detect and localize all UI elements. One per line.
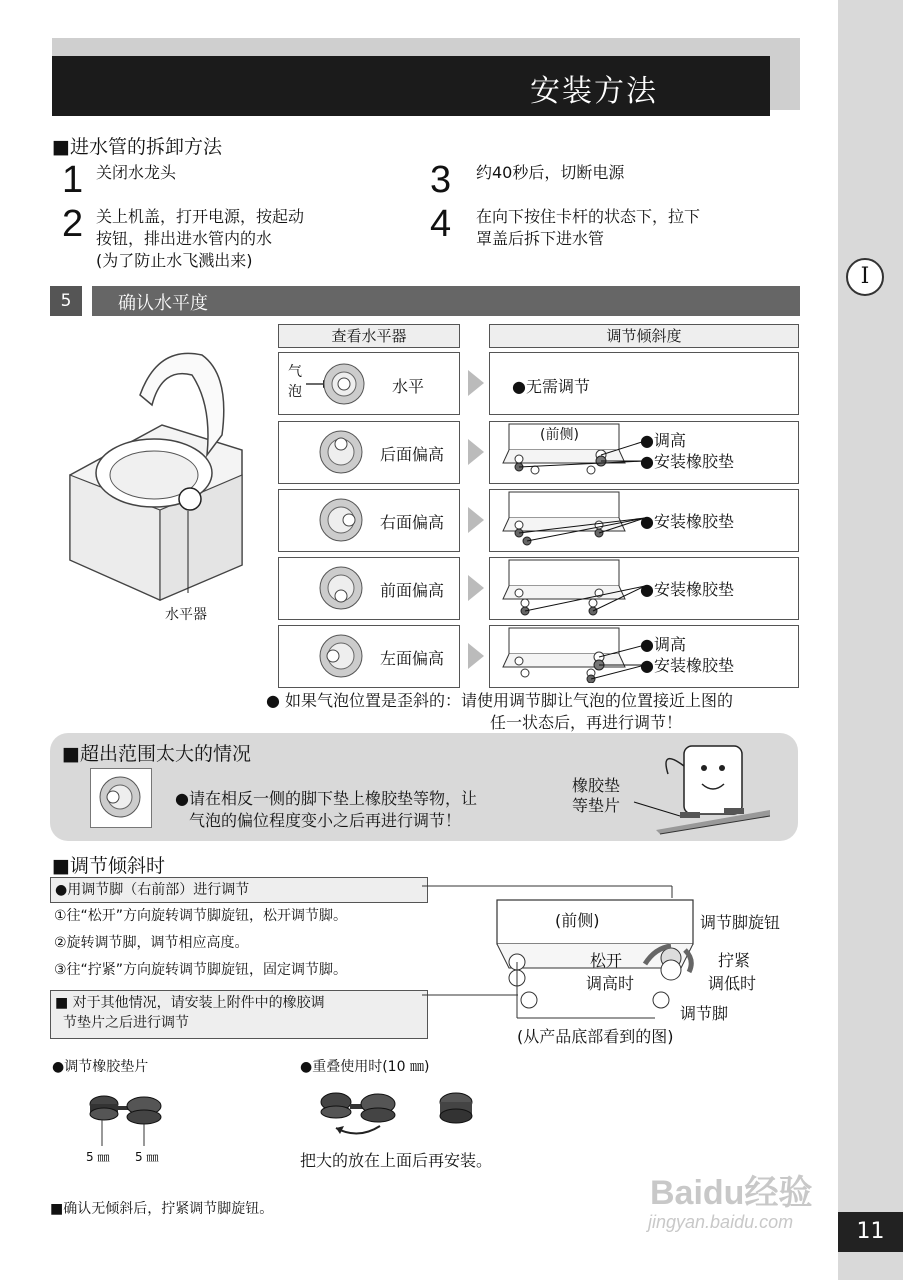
arrow-icon: [468, 575, 484, 601]
adjust-notes: ●安装橡胶垫: [640, 512, 734, 531]
machine-bottom-diagram: [495, 559, 645, 617]
section-number: 5: [50, 286, 82, 316]
rubber-pad-icon: [88, 1090, 168, 1150]
state-label: 右面偏高: [380, 513, 445, 532]
rubber-pad-title: ●调节橡胶垫片: [52, 1059, 149, 1075]
tilt-other-note: ■ 对于其他情况，请安装上附件中的橡胶调 节垫片之后进行调节: [50, 990, 428, 1039]
level-gauge-icon: [318, 497, 364, 543]
state-label: 后面偏高: [380, 445, 445, 464]
final-note: ■确认无倾斜后，拧紧调节脚旋钮。: [50, 1201, 274, 1217]
adjust-notes: ●调高 ●安装橡胶垫: [640, 431, 734, 471]
step-text: 关闭水龙头: [96, 163, 177, 182]
tilt-subheading: ●用调节脚（右前部）进行调节: [50, 877, 428, 903]
step-text: 在向下按住卡杆的状态下，拉下 罩盖后拆下进水管: [476, 207, 701, 248]
state-label: 左面偏高: [380, 649, 445, 668]
section-title: 确认水平度: [118, 293, 208, 314]
arrow-icon: [468, 370, 484, 396]
right-sidebar: [838, 0, 903, 1280]
column-header-adjust: 调节倾斜度: [489, 324, 799, 348]
stacked-pad-title: ●重叠使用时(10 ㎜): [300, 1059, 430, 1075]
page-title: 安装方法: [530, 74, 658, 109]
step-number: 1: [62, 159, 84, 201]
state-label: 水平: [392, 377, 425, 396]
mascot-illustration: [620, 738, 770, 838]
front-side-label: (前侧): [555, 911, 600, 930]
state-label: 前面偏高: [380, 581, 445, 600]
tighten-label: 拧紧: [718, 951, 751, 970]
stacked-pad-caption: 把大的放在上面后再安装。: [300, 1151, 493, 1170]
page-number: 11: [838, 1212, 903, 1252]
front-side-label: (前侧): [540, 427, 579, 443]
level-gauge-icon: [318, 429, 364, 475]
washing-machine-illustration: [62, 345, 262, 605]
tilt-heading: ■调节倾斜时: [52, 855, 165, 877]
watermark-url: jingyan.baidu.com: [648, 1212, 794, 1232]
diagram-caption: (从产品底部看到的图): [517, 1027, 674, 1046]
pad-size-label: 5 ㎜: [135, 1150, 159, 1164]
level-gauge-label: 水平器: [165, 607, 207, 623]
adjust-foot-label: 调节脚: [680, 1004, 729, 1023]
level-gauge-icon: [318, 633, 364, 679]
pad-size-label: 5 ㎜: [86, 1150, 110, 1164]
no-adjust-note: ●无需调节: [512, 377, 590, 396]
bubble-footnote: ● 如果气泡位置是歪斜的：请使用调节脚让气泡的位置接近上图的: [266, 691, 734, 710]
rubber-pad-label: 橡胶垫 等垫片: [572, 776, 621, 815]
step-number: 3: [430, 159, 452, 201]
over-range-heading: ■超出范围太大的情况: [62, 743, 251, 765]
foot-knob-label: 调节脚旋钮: [700, 913, 781, 932]
section-bar-gap: [82, 286, 92, 316]
arrow-icon: [468, 507, 484, 533]
loosen-label: 松开: [590, 951, 623, 970]
stacked-pad-icon: [318, 1088, 478, 1138]
step-text: 关上机盖，打开电源，按起动 按钮，排出进水管内的水 (为了防止水飞溅出来): [96, 207, 305, 270]
arrow-icon: [468, 439, 484, 465]
column-header-check: 查看水平器: [278, 324, 460, 348]
step-text: 约40秒后，切断电源: [476, 163, 625, 182]
machine-bottom-diagram: [495, 627, 645, 683]
arrow-icon: [468, 643, 484, 669]
lower-label: 调低时: [708, 974, 757, 993]
step-number: 2: [62, 203, 84, 245]
adjust-notes: ●安装橡胶垫: [640, 580, 734, 599]
step-number: 4: [430, 203, 452, 245]
watermark-logo: Baidu经验: [650, 1174, 813, 1212]
connector-line: [422, 878, 682, 898]
section-heading-inlet-hose: ■进水管的拆卸方法: [52, 136, 222, 158]
title-bar: [52, 56, 770, 116]
chapter-badge: I: [846, 258, 884, 296]
level-gauge-icon: [98, 775, 142, 819]
over-range-text: ●请在相反一侧的脚下垫上橡胶垫等物，让 气泡的偏位程度变小之后再进行调节！: [175, 789, 477, 830]
level-gauge-icon: [318, 565, 364, 611]
tilt-steps: ①往“松开”方向旋转调节脚旋钮，松开调节脚。 ②旋转调节脚，调节相应高度。 ③往“拧紧”方向旋转调节脚旋钮，固定调节脚。: [54, 908, 348, 978]
bubble-label: 气泡: [288, 364, 302, 400]
bubble-footnote-cont: 任一状态后，再进行调节！: [490, 713, 683, 732]
level-gauge-icon: [306, 362, 368, 406]
raise-label: 调高时: [586, 974, 635, 993]
adjust-notes: ●调高 ●安装橡胶垫: [640, 635, 734, 675]
machine-bottom-diagram: [495, 491, 645, 549]
